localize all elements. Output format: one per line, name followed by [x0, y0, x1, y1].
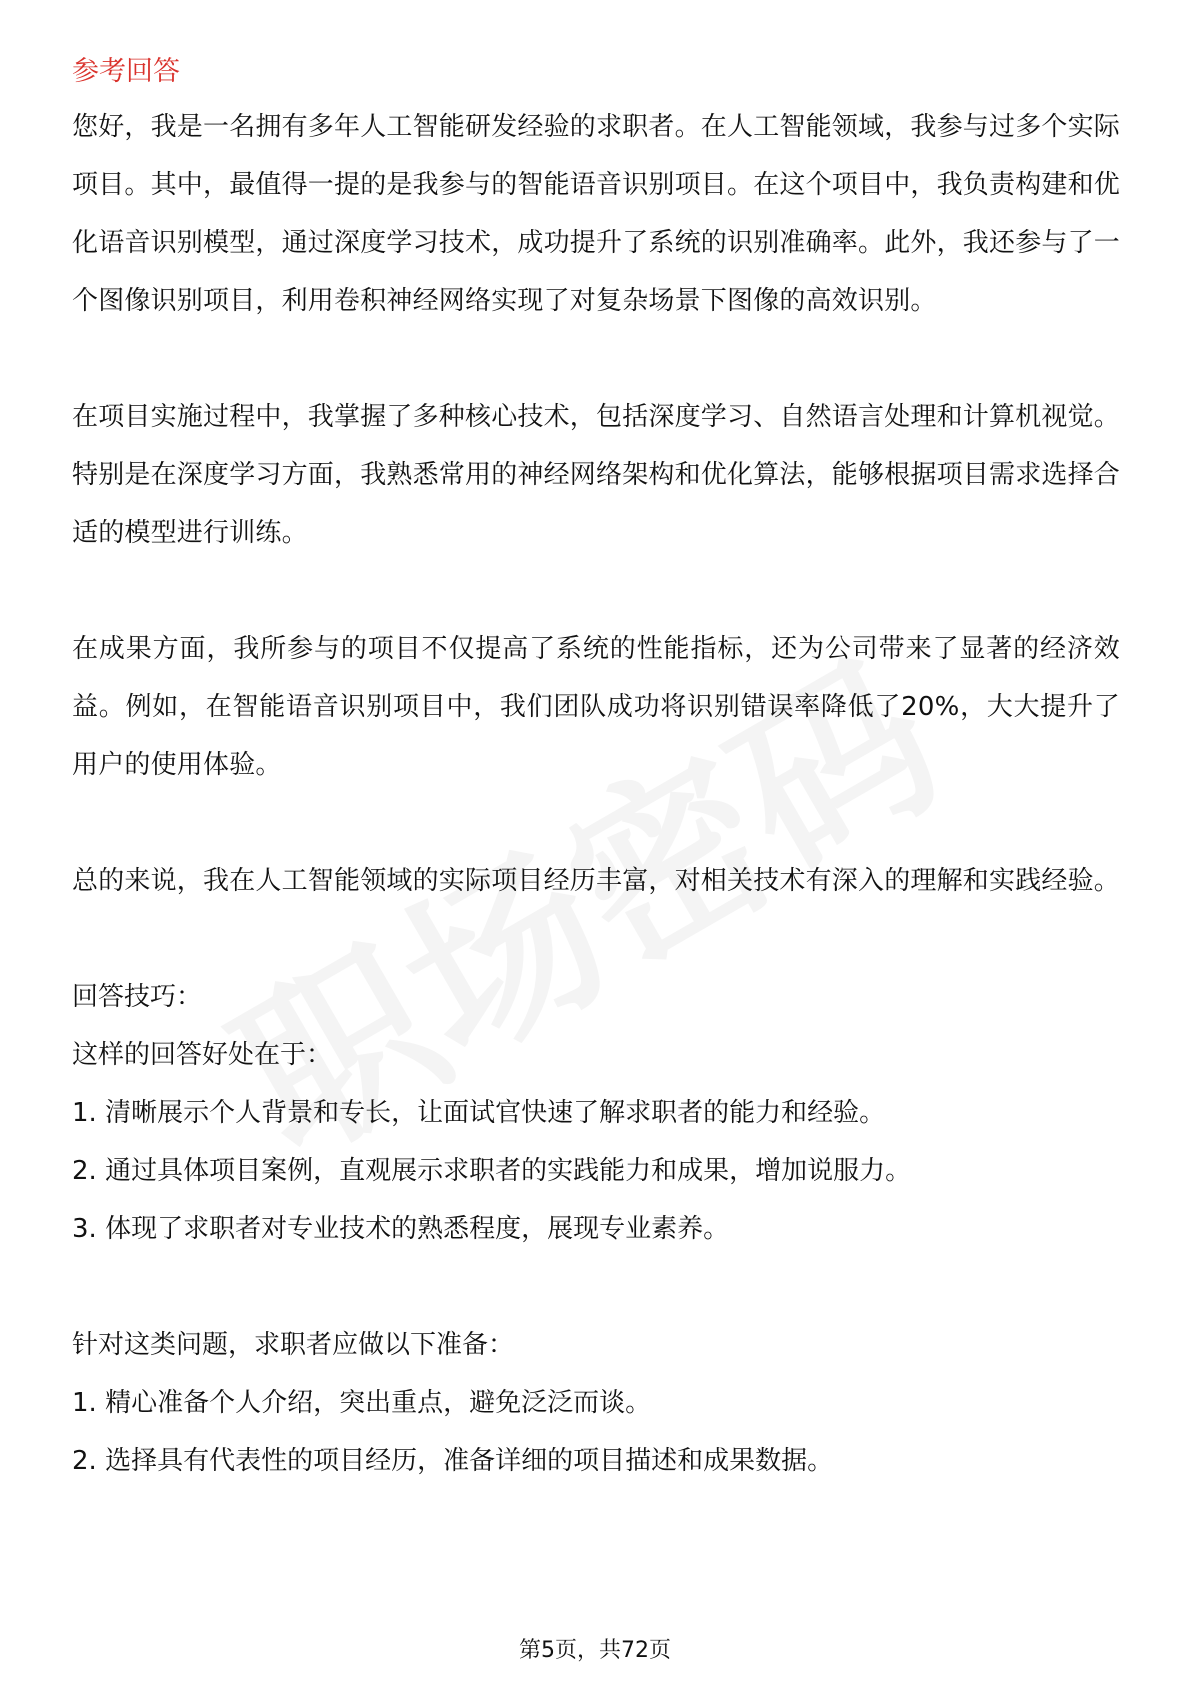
paragraph-gap [72, 1258, 1120, 1316]
paragraph-gap [72, 910, 1120, 968]
tips-item-3: 3. 体现了求职者对专业技术的熟悉程度，展现专业素养。 [72, 1214, 730, 1244]
paragraph-gap [72, 330, 1120, 388]
tips-item-1: 1. 清晰展示个人背景和专长，让面试官快速了解求职者的能力和经验。 [72, 1098, 886, 1128]
paragraph-gap [72, 794, 1120, 852]
section-heading: 参考回答 [72, 56, 180, 87]
answer-paragraph-1: 您好，我是一名拥有多年人工智能研发经验的求职者。在人工智能领域，我参与过多个实际项目。其中，最值得一提的是我参与的智能语音识别项目。在这个项目中，我负责构建和优化语音识别模型，通过深度学习技术，成功提升了系统的识别准确率。此外，我还参与了一个图像识别项目，利用卷积神经网络实现了对复杂场景下图像的高效识别。 [72, 112, 1121, 316]
tips-item-2: 2. 通过具体项目案例，直观展示求职者的实践能力和成果，增加说服力。 [72, 1156, 912, 1186]
answer-paragraph-4: 总的来说，我在人工智能领域的实际项目经历丰富，对相关技术有深入的理解和实践经验。 [72, 866, 1121, 896]
prep-item-1: 1. 精心准备个人介绍，突出重点，避免泛泛而谈。 [72, 1388, 652, 1418]
prep-item-2: 2. 选择具有代表性的项目经历，准备详细的项目描述和成果数据。 [72, 1446, 834, 1476]
page-content [72, 46, 1120, 1490]
prep-intro: 针对这类问题，求职者应做以下准备： [72, 1330, 515, 1360]
tips-title: 回答技巧： [72, 982, 203, 1012]
answer-paragraph-2: 在项目实施过程中，我掌握了多种核心技术，包括深度学习、自然语言处理和计算机视觉。特别是在深度学习方面，我熟悉常用的神经网络架构和优化算法，能够根据项目需求选择合适的模型进行训练。 [72, 402, 1121, 548]
tips-intro: 这样的回答好处在于： [72, 1040, 333, 1070]
paragraph-gap [72, 562, 1120, 620]
page-number: 第5页，共72页 [519, 1638, 671, 1663]
answer-paragraph-3: 在成果方面，我所参与的项目不仅提高了系统的性能指标，还为公司带来了显著的经济效益。例如，在智能语音识别项目中，我们团队成功将识别错误率降低了20%，大大提升了用户的使用体验。 [72, 634, 1120, 780]
